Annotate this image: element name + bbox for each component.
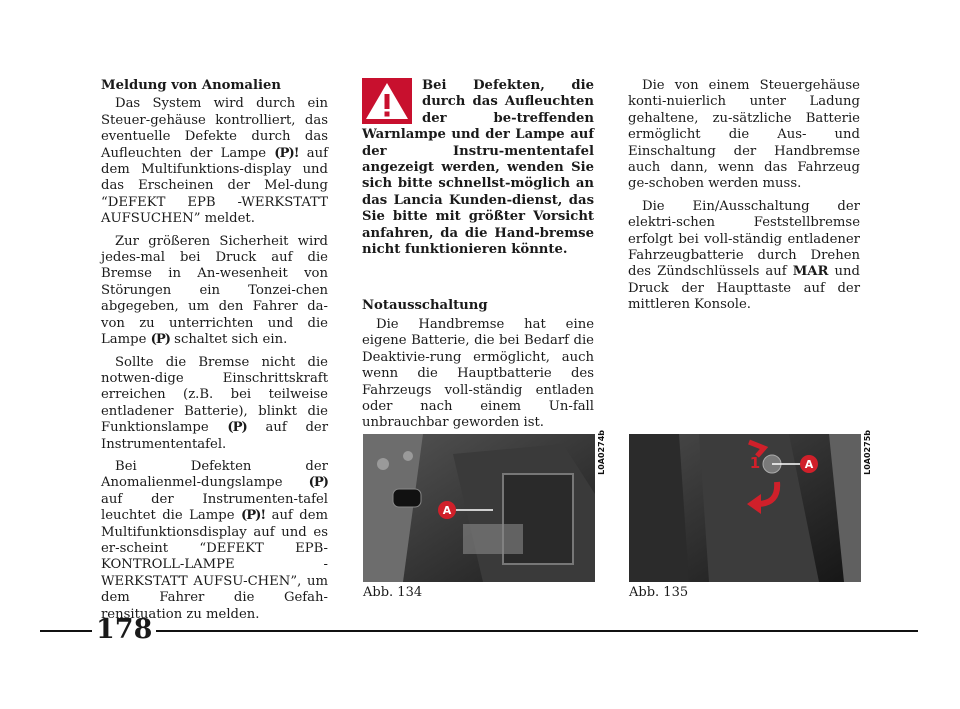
- parking-brake-lamp-icon: (P): [308, 475, 328, 491]
- parking-brake-lamp-icon: (P)!: [274, 145, 299, 161]
- section-heading-emergency: Notausschaltung: [362, 298, 488, 314]
- warning-triangle-icon: [362, 78, 412, 124]
- step-number: 1: [749, 454, 761, 472]
- column-1: [101, 78, 328, 629]
- paragraph: Bei Defekten der Anomalienmel-dungslampe (P) auf der Instrumenten-tafel leuchtet die Lampe (P)! auf dem Multifunktionsdisplay auf und es er-scheint “DEFEKT EPB-KONTROLL-LAMPE - WERKSTATT AUFSU-CHEN”, um dem Fahrer die Gefah-rensituation zu melden.: [101, 458, 328, 622]
- paragraph: Zur größeren Sicherheit wird jedes-mal bei Druck auf die Bremse in An-wesenheit von Störungen ein Tonzei-chen abgegeben, um den Fahrer da-von zu unterrichten und die Lampe (P) schaltet sich ein.: [101, 233, 328, 348]
- marker-a: A: [804, 458, 814, 471]
- parking-brake-lamp-icon: (P): [227, 420, 247, 436]
- figure-caption: Abb. 134: [363, 585, 423, 600]
- figure-code: L0A0275b: [863, 430, 872, 475]
- paragraph: Sollte die Bremse nicht die notwen-dige Einschrittskraft erreichen (z.B. bei teilweise entladener Batterie), blinkt die Funktionslampe (P) auf der Instrumententafel.: [101, 354, 328, 452]
- parking-brake-lamp-icon: (P)!: [240, 508, 266, 524]
- footer-rule: [156, 630, 918, 632]
- marker-a: A: [442, 504, 452, 517]
- section-heading-anomalies: Meldung von Anomalien: [101, 78, 281, 93]
- column-2: [362, 78, 594, 438]
- figure-code: L0A0274b: [597, 430, 606, 475]
- footer-rule: [40, 630, 92, 632]
- paragraph: Die Ein/Ausschaltung der elektri-schen Feststellbremse erfolgt bei voll-ständig entladener Fahrzeugbatterie durch Drehen des Zündschlüssels auf MAR und Druck der Haupttaste auf der mittleren Konsole.: [628, 198, 860, 313]
- paragraph: Die von einem Steuergehäuse konti-nuierlich unter Ladung gehaltene, zu-sätzliche Batterie ermöglicht die Aus- und Einschaltung der Handbremse auch dann, wenn das Fahrzeug ge-schoben werden muss.: [628, 78, 860, 192]
- figure-135-photo: [629, 434, 861, 582]
- column-3: [628, 78, 860, 320]
- figure-caption: Abb. 135: [629, 585, 689, 600]
- paragraph: Die Handbremse hat eine eigene Batterie, die bei Bedarf die Deaktivie-rung ermöglicht, auch wenn die Hauptbatterie des Fahrzeugs voll-ständig entladen oder nach einem Un-fall unbrauchbar geworden ist.: [362, 316, 594, 431]
- page-number: 178: [96, 614, 153, 645]
- warning-text: Bei Defekten, die durch das Aufleuchten der be-treffenden Warnlampe und der Lampe auf der Instru-mententafel angezeigt werden, wenden Sie sich bitte schnellst-möglich an das Lancia Kunden-dienst, das Sie bitte mit größter Vorsicht anfahren, da die Hand-bremse nicht funktionieren könnte.: [362, 78, 594, 258]
- parking-brake-lamp-icon: (P): [150, 332, 170, 348]
- figure-134-photo: [363, 434, 595, 582]
- paragraph: Das System wird durch ein Steuer-gehäuse kontrolliert, das eventuelle Defekte durch das Aufleuchten der Lampe (P)! auf dem Multifunktions-display und das Erscheinen der Mel-dung “DEFEKT EPB -WERKSTATT AUFSUCHEN” meldet.: [101, 96, 328, 227]
- key-position-mar: MAR: [792, 264, 829, 280]
